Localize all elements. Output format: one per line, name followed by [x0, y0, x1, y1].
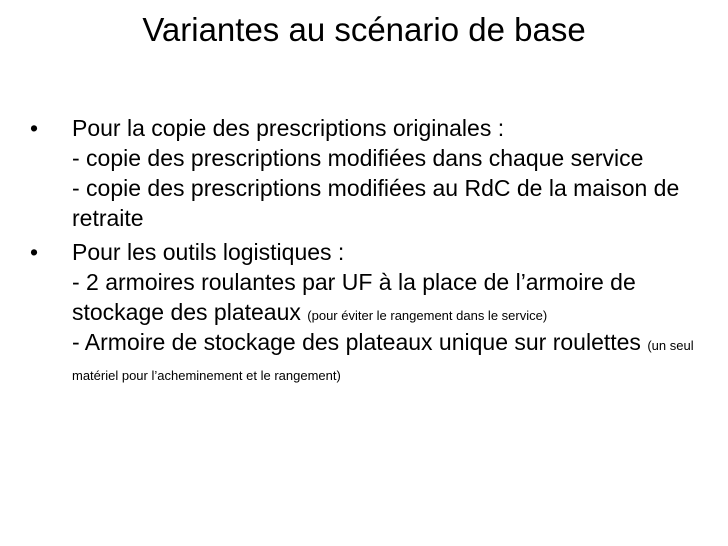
- bullet-heading: Pour la copie des prescriptions originales :: [72, 115, 505, 141]
- bullet-note: (pour éviter le rangement dans le service): [307, 308, 548, 323]
- bullet-line-text: - Armoire de stockage des plateaux unique sur roulettes: [72, 329, 641, 355]
- bullet-line: - copie des prescriptions modifiées dans chaque service: [72, 145, 644, 171]
- bullet-list: [28, 113, 700, 391]
- bullet-item-copie: [28, 113, 700, 233]
- bullet-item-outils: [28, 237, 700, 387]
- bullet-line: - copie des prescriptions modifiées au RdC de la maison de retraite: [72, 175, 680, 231]
- bullet-line: [72, 267, 700, 327]
- bullet-line-text: - 2 armoires roulantes par UF à la place de l’armoire de stockage des plateaux: [72, 269, 636, 325]
- bullet-icon: •: [30, 115, 39, 141]
- bullet-heading: Pour les outils logistiques :: [72, 239, 345, 265]
- bullet-icon: •: [30, 239, 39, 265]
- slide-title: Variantes au scénario de base: [142, 11, 586, 48]
- bullet-line: [72, 327, 700, 387]
- bullet-note: (un seul matériel pour l’acheminement et le rangement): [72, 338, 694, 383]
